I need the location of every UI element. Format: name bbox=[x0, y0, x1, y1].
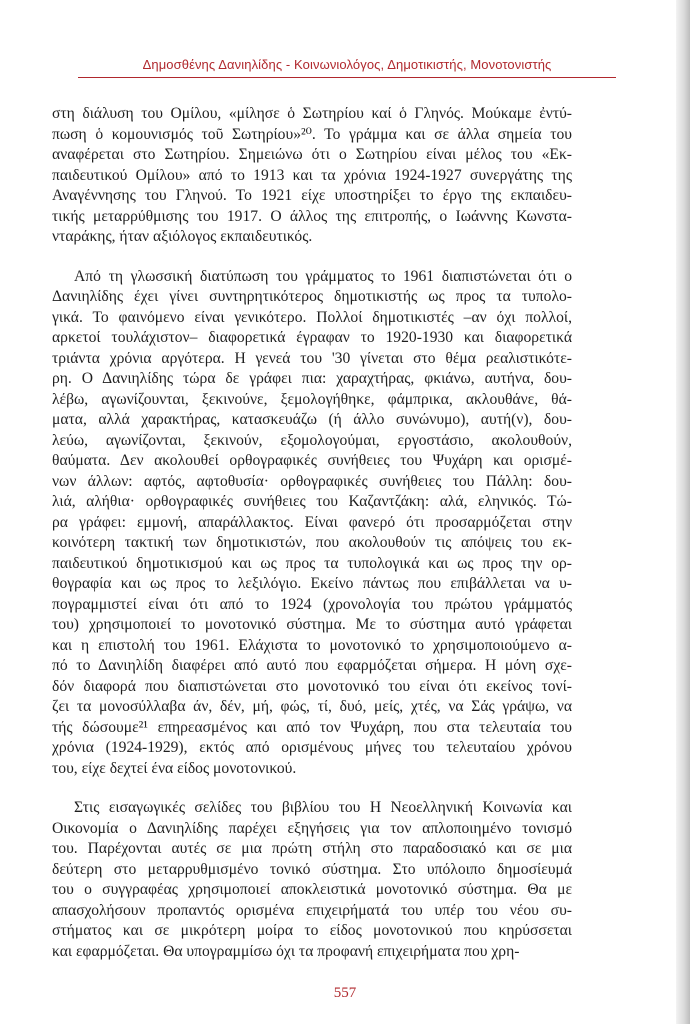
text-line: αναφέρεται στο Σωτηρίου. Σημειώνω ότι ο Σωτηρίου είναι μέλος του «Εκ- bbox=[52, 146, 572, 163]
text-line: πό το Δανιηλίδη διαφέρει από αυτό που εφαρμόζεται σήμερα. Η μόνη σχε- bbox=[52, 657, 572, 674]
page-edge-shadow bbox=[676, 0, 690, 1024]
text-line: λιά, αλήθια· ορθογραφικές συνήθειες του Καζαντζάκη: αλά, εληνικός. Τώ- bbox=[52, 493, 572, 510]
text-line: δόν διαφορά που διαπιστώνεται στο μονοτονικό του είναι ότι εκείνος τονί- bbox=[52, 677, 572, 695]
page-number: 557 bbox=[333, 985, 357, 1001]
text-line: του. Παρέχονται αυτές σε μια πρώτη στήλη στο παραδοσιακό και σε μια bbox=[52, 840, 572, 857]
text-line: ρη. Ο Δανιηλίδης τώρα δε γράφει πια: χαραχτήρας, φκιάνω, αυτήνα, δου- bbox=[52, 370, 572, 387]
text-line: στη διάλυση του Ομίλου, «μίλησε ὁ Σωτηρίου καί ὁ Γληνός. Μούκαμε ἐντύ- bbox=[52, 105, 572, 122]
text-line: θογραφία και ως προς το λεξιλόγιο. Εκείνο πάντως που επιβάλλεται να υ- bbox=[52, 575, 572, 592]
text-line: ζει τα μονοσύλλαβα άν, δέν, μή, φώς, τί, δυό, μείς, χτές, να Σάς γράψω, να bbox=[52, 698, 572, 715]
text-line: γικά. Το φαινόμενο είναι γενικότερο. Πολλοί δημοτικιστές –αν όχι πολλοί, bbox=[52, 308, 572, 326]
paragraph bbox=[52, 104, 572, 248]
text-line: παιδευτικού Ομίλου» από το 1913 και τα χρόνια 1924-1927 συνεργάτης της bbox=[52, 166, 572, 184]
text-line: Δανιηλίδης έχει γίνει συντηρητικότερος δημοτικιστής ως προς τα τυπολο- bbox=[52, 288, 572, 305]
text-line: ματα, αλλά χαρακτήρας, κατασκευάζω (ή άλλο συνώνυμο), αυτή(ν), δου- bbox=[52, 411, 572, 428]
text-line: του) χρησιμοποιεί το μονοτονικό σύστημα. Με το σύστημα αυτό γράφεται bbox=[52, 616, 572, 633]
text-line: Από τη γλωσσική διατύπωση του γράμματος το 1961 διαπιστώνεται ότι ο bbox=[74, 267, 572, 285]
text-line: χρόνια (1924-1929), εκτός από ορισμένους μήνες του τελευταίου χρόνου bbox=[52, 739, 572, 756]
text-line: κοινότερη τακτική των δημοτικιστών, που ακολουθούν τις απόψεις του εκ- bbox=[52, 534, 572, 551]
text-line: λέβω, αγωνίζουνται, ξεκινούνε, ξεμολογήθηκε, φάμπρικα, ακλουθάνε, θά- bbox=[52, 390, 572, 408]
paragraph bbox=[52, 267, 572, 780]
text-line: πωση ὁ κομουνισμός τοῦ Σωτηρίου»²⁰. Το γράμμα και σε άλλα σημεία του bbox=[52, 125, 572, 143]
text-line: Αναγέννησης του Γληνού. Το 1921 είχε υποστηρίξει το έργο της εκπαιδευ- bbox=[52, 187, 572, 204]
text-line: πογραμμιστεί είναι ότι από το 1924 (χρονολογία του πρώτου γράμματός bbox=[52, 595, 572, 613]
text-line: θαύματα. Δεν ακολουθεί ορθογραφικές συνήθειες του Ψυχάρη και ορισμέ- bbox=[52, 452, 572, 469]
text-line: νων άλλων: αφτός, αφτοθυσία· ορθογραφικές συνήθειες του Πάλλη: δου- bbox=[52, 472, 572, 490]
header-rule bbox=[78, 77, 616, 78]
text-line: και εφαρμόζεται. Θα υπογραμμίσω όχι τα προφανή επιχειρήματα που χρη- bbox=[52, 942, 520, 960]
text-line: και η επιστολή του 1961. Ελάχιστα το μονοτονικό το χρησιμοποιούμενο α- bbox=[52, 636, 572, 654]
body-text bbox=[52, 104, 572, 962]
text-line: δεύτερη στο μεταρρυθμισμένο τονικό σύστημα. Στο υπόλοιπο δημοσίευμά bbox=[52, 860, 572, 878]
running-header bbox=[78, 56, 616, 78]
text-line: στήματος και σε μικρότερη μοίρα το είδος μονοτονικού που κηρύσσεται bbox=[52, 922, 572, 939]
text-line: τής δώσουμε²¹ επηρεασμένος και από τον Ψυχάρη, που στα τελευταία του bbox=[52, 718, 572, 736]
text-line: του, είχε δεχτεί ένα είδος μονοτονικού. bbox=[52, 759, 297, 777]
running-head-title: Δημοσθένης Δανιηλίδης - Κοινωνιολόγος, Δημοτικιστής, Μονοτονιστής bbox=[142, 57, 552, 72]
paragraph bbox=[52, 798, 572, 962]
text-line: νταράκης, ήταν αξιόλογος εκπαιδευτικός. bbox=[52, 228, 313, 245]
text-line: τριάντα χρόνια αργότερα. Η γενεά του '30 γίνεται στο θέμα ρεαλιστικότε- bbox=[52, 349, 572, 367]
text-line: Στις εισαγωγικές σελίδες του βιβλίου του Η Νεοελληνική Κοινωνία και bbox=[74, 799, 572, 816]
text-line: Οικονομία ο Δανιηλίδης παρέχει εξηγήσεις για τον απλοποιημένο τονισμό bbox=[52, 819, 572, 837]
text-line: του ο συγγραφέας χρησιμοποιεί αποκλειστικά μονοτονικό σύστημα. Θα με bbox=[52, 881, 572, 898]
text-line: τικής μεταρρύθμισης του 1917. Ο άλλος της επιτροπής, ο Ιωάννης Κωνστα- bbox=[52, 207, 572, 225]
text-line: απασχολήσουν προπαντός ορισμένα επιχειρήματά του υπέρ του νέου συ- bbox=[52, 901, 572, 919]
text-line: αρκετοί τουλάχιστον– διαφορετικά έγραφαν το 1920-1930 και διαφορετικά bbox=[52, 329, 572, 346]
text-line: παιδευτικού δημοτικισμού και ως προς τα τυπολογικά και ως προς την ορ- bbox=[52, 554, 572, 572]
text-line: λεύω, αγωνίζονται, ξεκινούν, εξομολογούμαι, εργοστάσιο, ακολουθούν, bbox=[52, 431, 572, 449]
text-line: ρα γράφει: εμμονή, απαράλλακτος. Είναι φανερό ότι προσαρμόζεται στην bbox=[52, 513, 572, 531]
